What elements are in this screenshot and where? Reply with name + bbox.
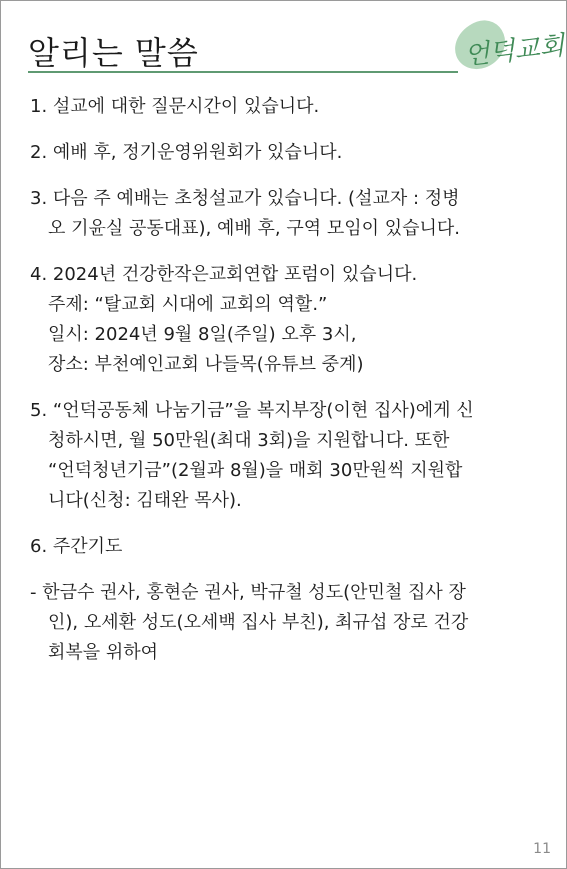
announcement-item-1 (30, 92, 550, 122)
announcement-item-4 (30, 260, 550, 380)
item-line: 3. 다음 주 예배는 초청설교가 있습니다. (설교자 : 정병 (30, 188, 460, 209)
item-line: - 한금수 권사, 홍현순 권사, 박규철 성도(안민철 집사 장 (30, 582, 466, 603)
item-line: 장소: 부천예인교회 나들목(유튜브 중계) (48, 354, 364, 375)
item-line: 2. 예배 후, 정기운영위원회가 있습니다. (30, 142, 343, 163)
item-line: 오 기윤실 공동대표), 예배 후, 구역 모임이 있습니다. (48, 218, 460, 239)
item-line: “언덕청년기금”(2월과 8월)을 매회 30만원씩 지원합 (48, 460, 463, 481)
item-line: 청하시면, 월 50만원(최대 3회)을 지원합니다. 또한 (48, 430, 450, 451)
item-line: 니다(신청: 김태완 목사). (48, 490, 242, 511)
item-line: 주제: “탈교회 시대에 교회의 역할.” (48, 294, 328, 315)
announcement-item-6 (30, 532, 550, 562)
church-logo (446, 16, 567, 74)
item-line: 1. 설교에 대한 질문시간이 있습니다. (30, 96, 320, 117)
item-line: 6. 주간기도 (30, 536, 123, 557)
announcement-item-2 (30, 138, 550, 168)
item-line: 인), 오세환 성도(오세백 집사 부친), 최규섭 장로 건강 (48, 612, 469, 633)
title-underline (28, 71, 458, 73)
announcement-item-5 (30, 396, 550, 516)
announcement-item-3 (30, 184, 550, 244)
announcement-list (30, 92, 550, 668)
page-title: 알리는 말씀 (28, 34, 199, 72)
logo-text: 언덕교회 (462, 30, 567, 72)
item-line: 5. “언덕공동체 나눔기금”을 복지부장(이현 집사)에게 신 (30, 400, 474, 421)
prayer-list (30, 578, 550, 668)
item-line: 회복을 위하여 (48, 642, 159, 663)
page-number: 11 (533, 841, 551, 857)
item-line: 4. 2024년 건강한작은교회연합 포럼이 있습니다. (30, 264, 418, 285)
item-line: 일시: 2024년 9월 8일(주일) 오후 3시, (48, 324, 357, 345)
